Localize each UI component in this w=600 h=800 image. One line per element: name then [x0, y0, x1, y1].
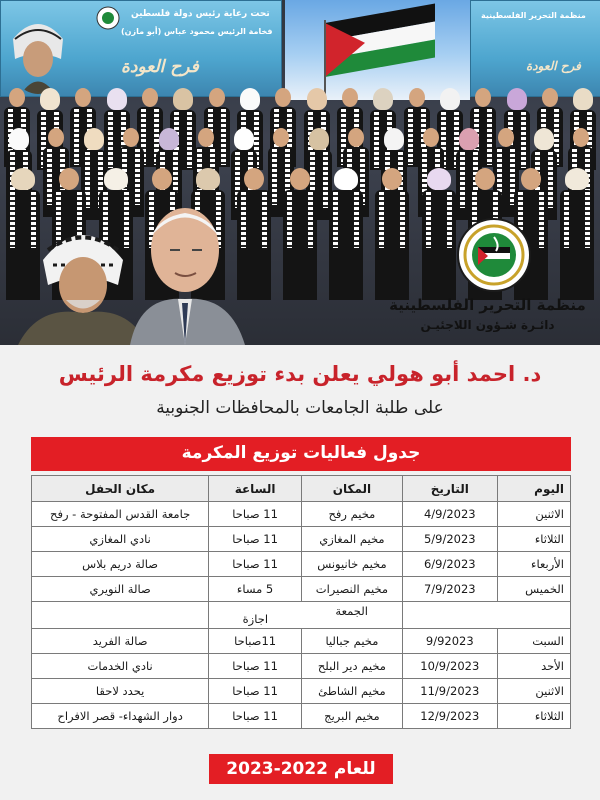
- palestine-flag-icon: [285, 0, 470, 100]
- header-date: التاريخ: [402, 476, 497, 502]
- cell-day: الأحد: [497, 654, 570, 679]
- cell-venue: صالة الفريد: [32, 629, 209, 654]
- table-row: [32, 552, 571, 577]
- cell-date: 4/9/2023: [402, 502, 497, 527]
- cell-day: الثلاثاء: [497, 704, 570, 729]
- header-day: اليوم: [497, 476, 570, 502]
- cell-place: مخيم النصيرات: [301, 577, 402, 602]
- header-venue: مكان الحفل: [32, 476, 209, 502]
- header-time: الساعة: [209, 476, 302, 502]
- banner-right-slogan: فرح العودة: [526, 59, 581, 73]
- cell-time: 11 صباحا: [209, 527, 302, 552]
- cell-date: 5/9/2023: [402, 527, 497, 552]
- cell-date: 11/9/2023: [402, 679, 497, 704]
- banner-left-slogan: فرح العودة: [121, 57, 199, 77]
- cell-venue: نادي المغازي: [32, 527, 209, 552]
- cell-time: 5 مساء: [209, 577, 302, 602]
- cell-time: 11صباحا: [209, 629, 302, 654]
- cell-place: مخيم رفح: [301, 502, 402, 527]
- cell-date: 9/92023: [402, 629, 497, 654]
- cell-date: 12/9/2023: [402, 704, 497, 729]
- cell-time: 11 صباحا: [209, 679, 302, 704]
- cell-date: 7/9/2023: [402, 577, 497, 602]
- stage-banner-right: [470, 0, 600, 97]
- holiday-spacer: [402, 602, 570, 629]
- table-row: [32, 629, 571, 654]
- banner-portrait: [7, 9, 69, 94]
- department-name: دائـرة شـؤون اللاجئيـن: [420, 318, 555, 332]
- table-header-row: [32, 476, 571, 502]
- header-photo: [0, 0, 600, 345]
- cell-place: مخيم جباليا: [301, 629, 402, 654]
- table-title: جدول فعاليات توزيع المكرمة: [31, 437, 571, 471]
- holiday-spacer-end: [32, 602, 209, 629]
- cell-place: مخيم دير البلح: [301, 654, 402, 679]
- cell-venue: صالة دريم بلاس: [32, 552, 209, 577]
- table-row: [32, 654, 571, 679]
- table-row: [32, 577, 571, 602]
- cell-day: الأربعاء: [497, 552, 570, 577]
- cell-day: السبت: [497, 629, 570, 654]
- cell-time: 11 صباحا: [209, 552, 302, 577]
- schedule-table: [31, 475, 571, 729]
- cell-venue: جامعة القدس المفتوحة - رفح: [32, 502, 209, 527]
- plo-emblem-icon: [456, 217, 532, 293]
- cell-venue: صالة النويري: [32, 577, 209, 602]
- subheadline: على طلبة الجامعات بالمحافظات الجنوبية: [156, 398, 444, 418]
- leader-portrait-right: [130, 195, 250, 345]
- cell-place: مخيم البريج: [301, 704, 402, 729]
- stage-screen: [285, 0, 470, 100]
- cell-day: الاثنين: [497, 679, 570, 704]
- organization-name: منظمة التحرير الفلسطينية: [389, 296, 586, 314]
- table-row: [32, 527, 571, 552]
- banner-left-line1: تحت رعاية رئيس دولة فلسطين: [131, 9, 270, 19]
- cell-place: مخيم خانيونس: [301, 552, 402, 577]
- cell-time: 11 صباحا: [209, 502, 302, 527]
- table-row: [32, 502, 571, 527]
- header-place: المكان: [301, 476, 402, 502]
- stage-banner-left: [0, 0, 282, 97]
- banner-right-line1: منظمة التحرير الفلسطينية: [481, 11, 586, 20]
- headline: د. احمد أبو هولي يعلن بدء توزيع مكرمة الرئيس: [58, 362, 542, 386]
- cell-time: 11 صباحا: [209, 654, 302, 679]
- holiday-note: اجازة: [209, 602, 302, 629]
- cell-day: الخميس: [497, 577, 570, 602]
- cell-date: 6/9/2023: [402, 552, 497, 577]
- banner-left-line2: فخامة الرئيس محمود عباس (أبو مازن): [121, 27, 273, 36]
- cell-day: الثلاثاء: [497, 527, 570, 552]
- cell-date: 10/9/2023: [402, 654, 497, 679]
- holiday-row: [32, 602, 571, 629]
- cell-day: الاثنين: [497, 502, 570, 527]
- cell-place: مخيم الشاطئ: [301, 679, 402, 704]
- banner-emblem-icon: [96, 6, 120, 30]
- table-row: [32, 679, 571, 704]
- holiday-day: الجمعة: [301, 602, 402, 629]
- cell-place: مخيم المغازي: [301, 527, 402, 552]
- cell-venue: نادي الخدمات: [32, 654, 209, 679]
- cell-venue: دوار الشهداء- قصر الافراح: [32, 704, 209, 729]
- year-label: للعام 2022-2023: [209, 754, 393, 784]
- cell-venue: يحدد لاحقا: [32, 679, 209, 704]
- table-row: [32, 704, 571, 729]
- cell-time: 11 صباحا: [209, 704, 302, 729]
